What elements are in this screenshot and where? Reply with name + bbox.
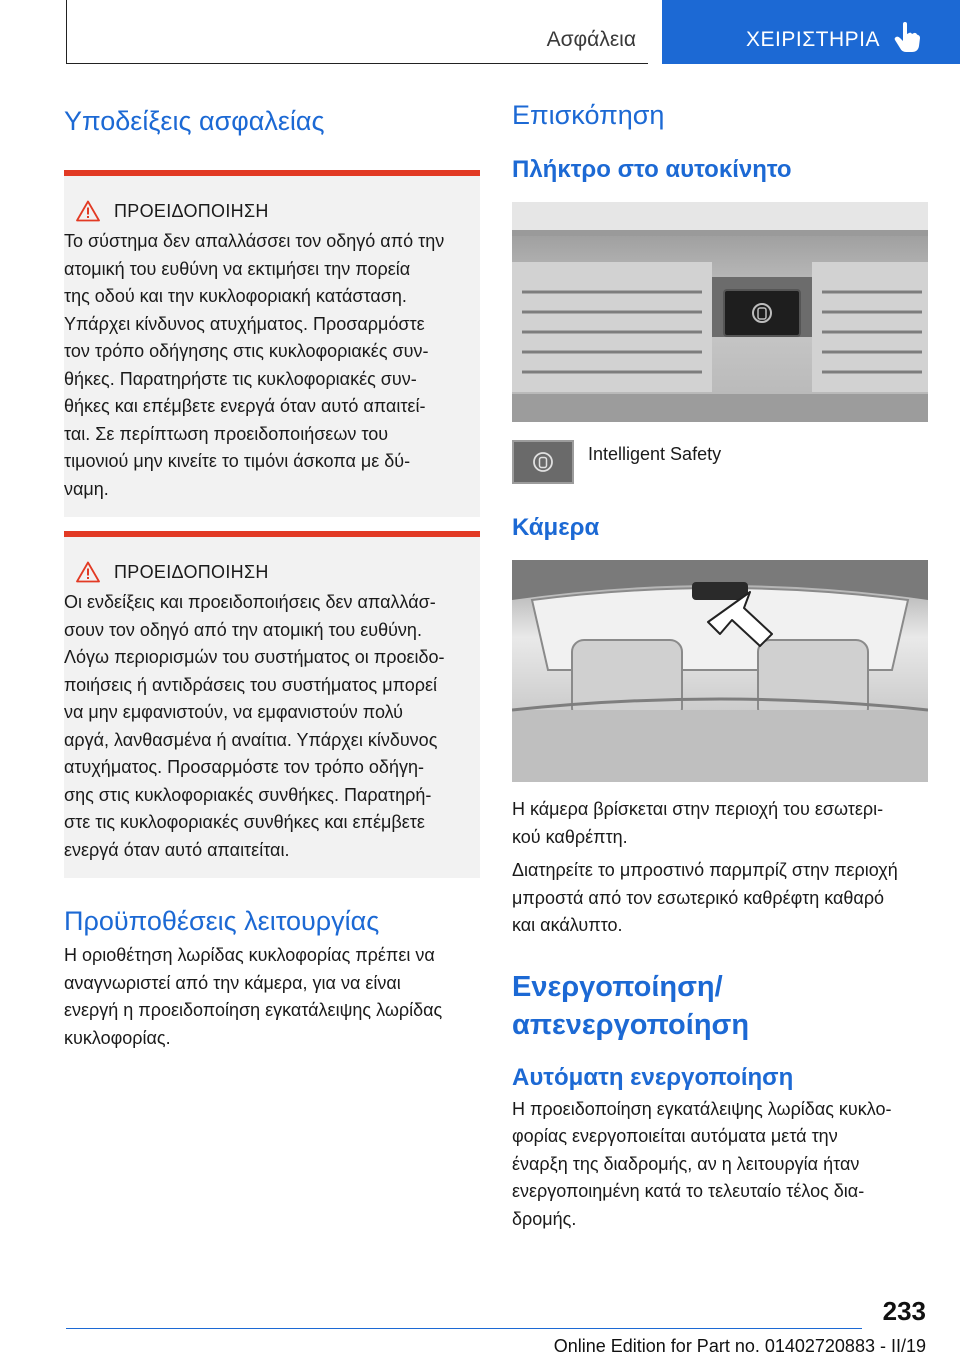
camera-text-line: κού καθρέπτη.	[512, 826, 628, 847]
pointing-hand-icon	[894, 22, 920, 52]
tab-controls-label: ΧΕΙΡΙΣΤΗΡΙΑ	[746, 28, 881, 51]
warning-2-title: ΠΡΟΕΙΔΟΠΟΙΗΣΗ	[114, 561, 269, 582]
camera-photo	[512, 560, 928, 782]
auto-activation-heading: Αυτόματη ενεργοποίηση	[512, 1063, 794, 1091]
warning-1-title: ΠΡΟΕΙΔΟΠΟΙΗΣΗ	[114, 200, 269, 221]
warning-2-line: ενεργά όταν αυτό απαιτείται.	[64, 839, 290, 860]
auto-activation-line: ενεργοποιημένη κατά το τελευταίο τέλος δια-	[512, 1181, 865, 1201]
auto-activation-line: έναρξη της διαδρομής, αν η λειτουργία ήταν	[512, 1153, 860, 1174]
conditions-line: ενεργή η προειδοποίηση εγκατάλειψης λωρίδας	[64, 1000, 443, 1020]
warning-1-line: τιμονιού μην κινείτε το τιμόνι άσκοπα με δύ-	[64, 451, 411, 471]
warning-box-2	[64, 531, 480, 878]
tab-controls[interactable]	[662, 0, 960, 64]
camera-heading: Κάμερα	[512, 514, 600, 541]
warning-1-line: ατομική του ευθύνη να εκτιμήσει την πορεία	[64, 258, 411, 279]
safety-notes-heading: Υποδείξεις ασφαλείας	[64, 106, 325, 136]
camera-text-line: Διατηρείτε το μπροστινό παρμπρίζ στην περιοχή	[512, 860, 898, 880]
warning-1-line: θήκες και επέμβετε ενεργά όταν αυτό απαιτεί-	[64, 396, 426, 416]
button-legend	[512, 440, 928, 484]
footer-divider	[66, 1328, 862, 1329]
warning-1-line: της οδού και την κυκλοφοριακή κατάσταση.	[64, 286, 407, 306]
operating-conditions-heading: Προϋποθέσεις λειτουργίας	[64, 906, 380, 936]
auto-activation-line: φορίας ενεργοποιείται αυτόματα μετά την	[512, 1126, 838, 1146]
warning-2-line: Οι ενδείξεις και προειδοποιήσεις δεν απαλλάσ-	[64, 592, 436, 612]
warning-box-1	[64, 170, 480, 517]
auto-activation-line: Η προειδοποίηση εγκατάλειψης λωρίδας κυκλο-	[512, 1098, 892, 1119]
warning-1-line: τον τρόπο οδήγησης στις κυκλοφοριακές συν-	[64, 341, 429, 361]
warning-1-line: ναμη.	[64, 478, 109, 499]
warning-1-line: θήκες. Παρατηρήστε τις κυκλοφοριακές συν-	[64, 368, 417, 389]
warning-triangle-icon	[76, 200, 100, 222]
intelligent-safety-button-icon	[512, 440, 574, 484]
right-column	[512, 98, 928, 1233]
warning-2-line: σης στις κυκλοφοριακές συνθήκες. Παρατηρή-	[64, 784, 432, 805]
intelligent-safety-caption: Intelligent Safety	[588, 444, 722, 464]
section-title: Ασφάλεια	[546, 28, 636, 51]
warning-triangle-icon	[76, 561, 100, 583]
camera-text-line: μπροστά από τον εσωτερικό καθρέφτη καθαρό	[512, 887, 885, 908]
auto-activation-line: δρομής.	[512, 1208, 577, 1229]
camera-text-line: Η κάμερα βρίσκεται στην περιοχή του εσωτερι-	[512, 799, 884, 819]
warning-2-line: στε τις κυκλοφοριακές συνθήκες και επέμβετε	[64, 812, 425, 832]
conditions-line: αναγνωριστεί από την κάμερα, για να είναι	[64, 972, 401, 993]
header-divider-bottom	[66, 63, 648, 64]
activation-heading: Ενεργοποίηση/απενεργοποίηση	[512, 970, 750, 1041]
warning-1-line: Το σύστημα δεν απαλλάσσει τον οδηγό από την	[64, 231, 445, 251]
warning-2-line: Λόγω περιορισμών του συστήματος οι προειδο-	[64, 647, 445, 667]
button-in-car-heading: Πλήκτρο στο αυτοκίνητο	[512, 156, 792, 183]
warning-2-line: να μην εμφανιστούν, να εμφανιστούν πολύ	[64, 702, 404, 722]
warning-2-line: σουν τον οδηγό από την ατομική του ευθύνη.	[64, 619, 422, 640]
page-number: 233	[882, 1296, 926, 1326]
overview-heading: Επισκόπηση	[512, 100, 665, 130]
left-column	[64, 104, 480, 1052]
warning-2-line: ατυχήματος. Προσαρμόστε τον τρόπο οδήγη-	[64, 757, 424, 777]
conditions-line: κυκλοφορίας.	[64, 1027, 171, 1048]
warning-2-line: αργά, λανθασμένα ή αναίτια. Υπάρχει κίνδυνος	[64, 729, 438, 750]
warning-1-line: Υπάρχει κίνδυνος ατυχήματος. Προσαρμόστε	[64, 313, 425, 334]
edition-footer: Online Edition for Part no. 01402720883 - II/19	[553, 1336, 926, 1356]
conditions-line: Η οριοθέτηση λωρίδας κυκλοφορίας πρέπει να	[64, 945, 435, 965]
warning-2-line: ποιήσεις ή αντιδράσεις του συστήματος μπορεί	[64, 674, 438, 695]
warning-1-line: ται. Σε περίπτωση προειδοποιήσεων του	[64, 423, 389, 444]
button-photo	[512, 202, 928, 422]
camera-text-line: και ακάλυπτο.	[512, 915, 623, 935]
